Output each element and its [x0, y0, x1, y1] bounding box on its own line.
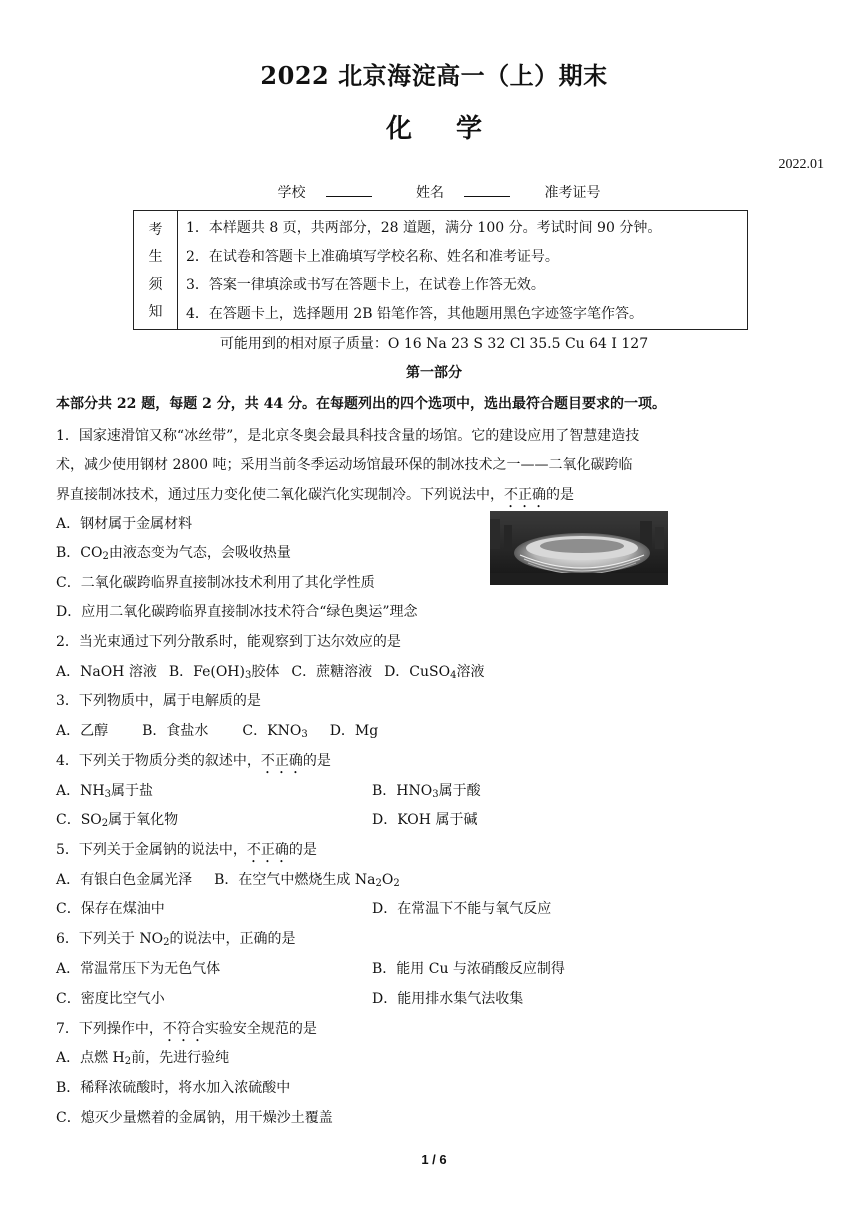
speed-skating-oval-photo	[490, 511, 668, 585]
q3-option-b: B．食盐水	[142, 723, 209, 739]
emphasis-text: 不符合	[162, 1021, 205, 1037]
q4-option-a: A．$NH_3$属于盐	[56, 783, 153, 800]
notice-item: 3．答案一律填涂或书写在答题卡上，在试卷上作答无效。	[186, 277, 545, 294]
exam-title: 2022 北京海淀高一（上）期末	[260, 61, 608, 90]
q7-option-b: B．稀释浓硫酸时，将水加入浓硫酸中	[56, 1080, 291, 1096]
q4-option-c: C．$SO_2$属于氧化物	[56, 812, 179, 829]
q2-option-b: B．$Fe(OH)_3$胶体	[168, 664, 280, 681]
notice-head-char: 知	[148, 304, 163, 321]
q7-option-a: A．点燃 $H_2$前，先进行验纯	[56, 1050, 230, 1067]
notice-item: 2．在试卷和答题卡上准确填写学校名称、姓名和准考证号。	[186, 248, 559, 265]
q1-option-d: D．应用二氧化碳跨临界直接制冰技术符合“绿色奥运”理念	[56, 604, 418, 620]
q5-stem: 5．下列关于金属钠的说法中，不正确的是	[56, 842, 317, 858]
q3-options	[56, 720, 378, 740]
q2-option-d: D．CuSO$_4$溶液	[384, 664, 485, 681]
q5-option-d: D．在常温下不能与氧气反应	[372, 901, 552, 917]
notice-item: 1．本样题共 8 页，共两部分，28 道题，满分 100 分。考试时间 90 分钟。	[186, 220, 662, 237]
q7-option-c: C．熄灭少量燃着的金属钠，用干燥沙土覆盖	[56, 1110, 333, 1126]
exam-date: 2022.01	[778, 157, 824, 172]
notice-items	[178, 211, 747, 329]
q5-options-ab	[56, 869, 400, 889]
q1-option-c: C．二氧化碳跨临界直接制冰技术利用了其化学性质	[56, 575, 375, 591]
q3-option-c: C．$KNO_3$	[242, 723, 308, 740]
notice-head-char: 考	[148, 221, 163, 238]
q5-option-b: B．在空气中燃烧生成 $Na_2O_2$	[214, 872, 400, 889]
notice-heading	[134, 211, 178, 329]
subject-title: 化学	[385, 114, 526, 144]
q1-stem-line1: 1．国家速滑馆又称“冰丝带”，是北京冬奥会最具科技含量的场馆。它的建设应用了智慧建造技	[56, 428, 640, 444]
notice-head-char: 须	[148, 276, 163, 293]
emphasis-text: 不正确	[260, 753, 303, 769]
q4-option-d: D．KOH 属于碱	[372, 812, 478, 828]
name-field: 姓名	[406, 182, 520, 202]
name-blank	[464, 184, 510, 197]
q6-stem: 6．下列关于 $NO_2$的说法中，正确的是	[56, 931, 296, 948]
student-info-fields	[0, 182, 868, 202]
q1-stem-line3: 界直接制冰技术，通过压力变化使二氧化碳汽化实现制冷。下列说法中，不正确的是	[56, 487, 574, 503]
q2-option-a: A．NaOH 溶液	[56, 664, 157, 680]
q5-option-a: A．有银白色金属光泽	[56, 872, 193, 888]
q2-options	[56, 661, 484, 681]
exam-id-field: 准考证号	[544, 185, 601, 201]
notice-head-char: 生	[148, 249, 163, 266]
q1-option-a: A．钢材属于金属材料	[56, 516, 193, 532]
q4-stem: 4．下列关于物质分类的叙述中，不正确的是	[56, 753, 331, 769]
q1-stem-line2: 术，减少使用钢材 2800 吨；采用当前冬季运动场馆最环保的制冰技术之一——二氧化碳跨临	[56, 457, 633, 473]
stadium-illustration	[490, 511, 668, 585]
q6-option-d: D．能用排水集气法收集	[372, 991, 524, 1007]
q3-option-d: D．Mg	[329, 723, 379, 739]
q7-stem: 7．下列操作中，不符合实验安全规范的是	[56, 1021, 317, 1037]
q2-stem: 2．当光束通过下列分散系时，能观察到丁达尔效应的是	[56, 634, 401, 650]
notice-item: 4．在答题卡上，选择题用 2B 铅笔作答，其他题用黑色字迹签字笔作答。	[186, 305, 644, 322]
q4-option-b: B．$HNO_3$属于酸	[372, 783, 481, 800]
q3-stem: 3．下列物质中，属于电解质的是	[56, 693, 261, 709]
q6-option-a: A．常温常压下为无色气体	[56, 961, 221, 977]
part-title: 第一部分	[406, 365, 462, 381]
q6-option-c: C．密度比空气小	[56, 991, 165, 1007]
school-blank	[326, 184, 372, 197]
q2-option-c: C．蔗糖溶液	[291, 664, 373, 680]
atomic-masses: 可能用到的相对原子质量：O 16 Na 23 S 32 Cl 35.5 Cu 64 I 127	[219, 336, 649, 352]
emphasis-text: 不正确	[246, 842, 289, 858]
exam-notice-box	[133, 210, 748, 330]
q1-option-b: B．$CO_2$由液态变为气态，会吸收热量	[56, 545, 291, 562]
emphasis-text: 不正确	[504, 487, 546, 503]
part-instructions: 本部分共 22 题，每题 2 分，共 44 分。在每题列出的四个选项中，选出最符合题目要求的一项。	[56, 396, 666, 412]
school-field: 学校	[268, 182, 382, 202]
q6-option-b: B．能用 Cu 与浓硝酸反应制得	[372, 961, 565, 977]
q3-option-a: A．乙醇	[56, 723, 109, 739]
page-number: 1 / 6	[421, 1152, 447, 1167]
q5-option-c: C．保存在煤油中	[56, 901, 165, 917]
